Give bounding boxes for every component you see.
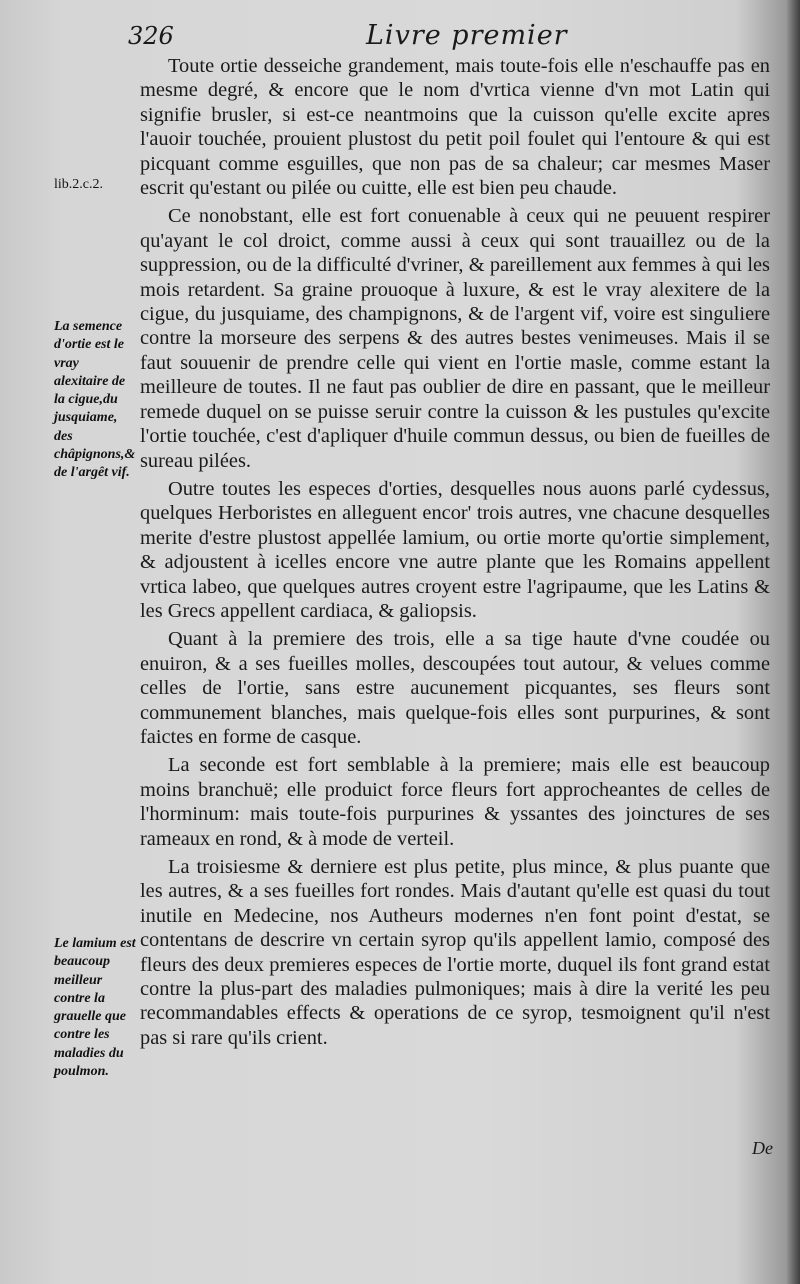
paragraph-3: Outre toutes les especes d'orties, desquelles nous auons parlé cydessus, quelques Herboristes en alleguent encor' trois autres, vne chacune desquelles merite d'estre plustost appellée lamium, ou ortie morte qu'ortie simplement, & adjoustent à icelles encore vne autre plante que les Romains appellent vrtica labeo, que quelques autres croyent estre l'agripaume, que les Latins & les Grecs appellent cardiaca, & galiopsis. xyxy=(140,477,770,622)
page-number: 326 xyxy=(128,22,174,50)
margin-note-lamium: Le lamium est beaucoup meilleur contre la grauelle que contre les maladies du poulmon. xyxy=(54,936,136,1080)
catchword: De xyxy=(752,1138,773,1158)
page-header xyxy=(128,20,768,54)
margin-reference: lib.2.c.2. xyxy=(54,177,103,192)
main-text xyxy=(140,54,770,1050)
paragraph-2: Ce nonobstant, elle est fort conuenable à ceux qui ne peuuent respirer qu'ayant le col droict, comme aussi à ceux qui sont trauaillez ou de la suppression, ou de la difficulté d'vriner, & pareillement aux femmes à qui les mois retardent. Sa graine prouoque à luxure, & est le vray alexitere de la cigue, du jusquiame, des champignons, & de l'argent vif, voire est singuliere contre la morseure des serpens & des autres bestes venimeuses. Mais il se faut souuenir de prendre celle qui vient en l'ortie masle, comme estant la meilleure de toutes. Il ne faut pas oublier de dire en passant, que le meilleur remede duquel on se puisse seruir contre la cuisson & les pustules qu'excite l'ortie touchée, c'est d'apliquer d'huile commun dessus, ou bien de fueilles de sureau pilées. xyxy=(140,205,770,472)
margin-note-semence: La semence d'ortie est le vray alexitaire de la cigue,du jusquiame, des châpignons,& de l'argêt vif. xyxy=(54,319,136,481)
paragraph-5: La seconde est fort semblable à la premiere; mais elle est beaucoup moins branchuë; elle produict force fleurs fort approcheantes de celles de l'horminum: mais toute-fois purpurines & yssantes des joinctures de ses rameaux en rond, & à mode de verteil. xyxy=(140,754,770,850)
paragraph-6: La troisiesme & derniere est plus petite, plus mince, & plus puante que les autres, & a ses fueilles fort rondes. Mais d'autant qu'elle est quasi du tout inutile en Medecine, nos Autheurs modernes n'en font point d'estat, se contentans de descrire vn certain syrop qu'ils appellent lamio, composé des fleurs des deux premieres especes de l'ortie morte, duquel ils font grand estat contre la plus-part des maladies pulmoniques; mais à dire la verité les peu recommandables effects & operations de ce syrop, tesmoignent qu'il n'est pas si rare qu'ils crient. xyxy=(140,856,770,1049)
paragraph-1: Toute ortie desseiche grandement, mais toute-fois elle n'eschauffe pas en mesme degré, & encore que le nom d'vrtica vienne d'vn mot Latin qui signifie brusler, si est-ce neantmoins que la cuisson qu'elle excite apres l'auoir touchée, prouient plustost du petit poil foulet qui l'entoure & qui est picquant comme esguilles, que non pas de sa chaleur; car mesmes Maser escrit qu'estant ou pilée ou cuitte, elle est bien peu chaude. xyxy=(140,55,770,200)
running-head: Livre premier xyxy=(366,20,568,51)
paragraph-4: Quant à la premiere des trois, elle a sa tige haute d'vne coudée ou enuiron, & a ses fueilles molles, descoupées tout autour, & velues comme celles de l'ortie, sans estre aucunement picquantes, ses fleurs sont communement blanches, mais quelque-fois elles sont purpurines, & sont faictes en forme de casque. xyxy=(140,628,770,748)
